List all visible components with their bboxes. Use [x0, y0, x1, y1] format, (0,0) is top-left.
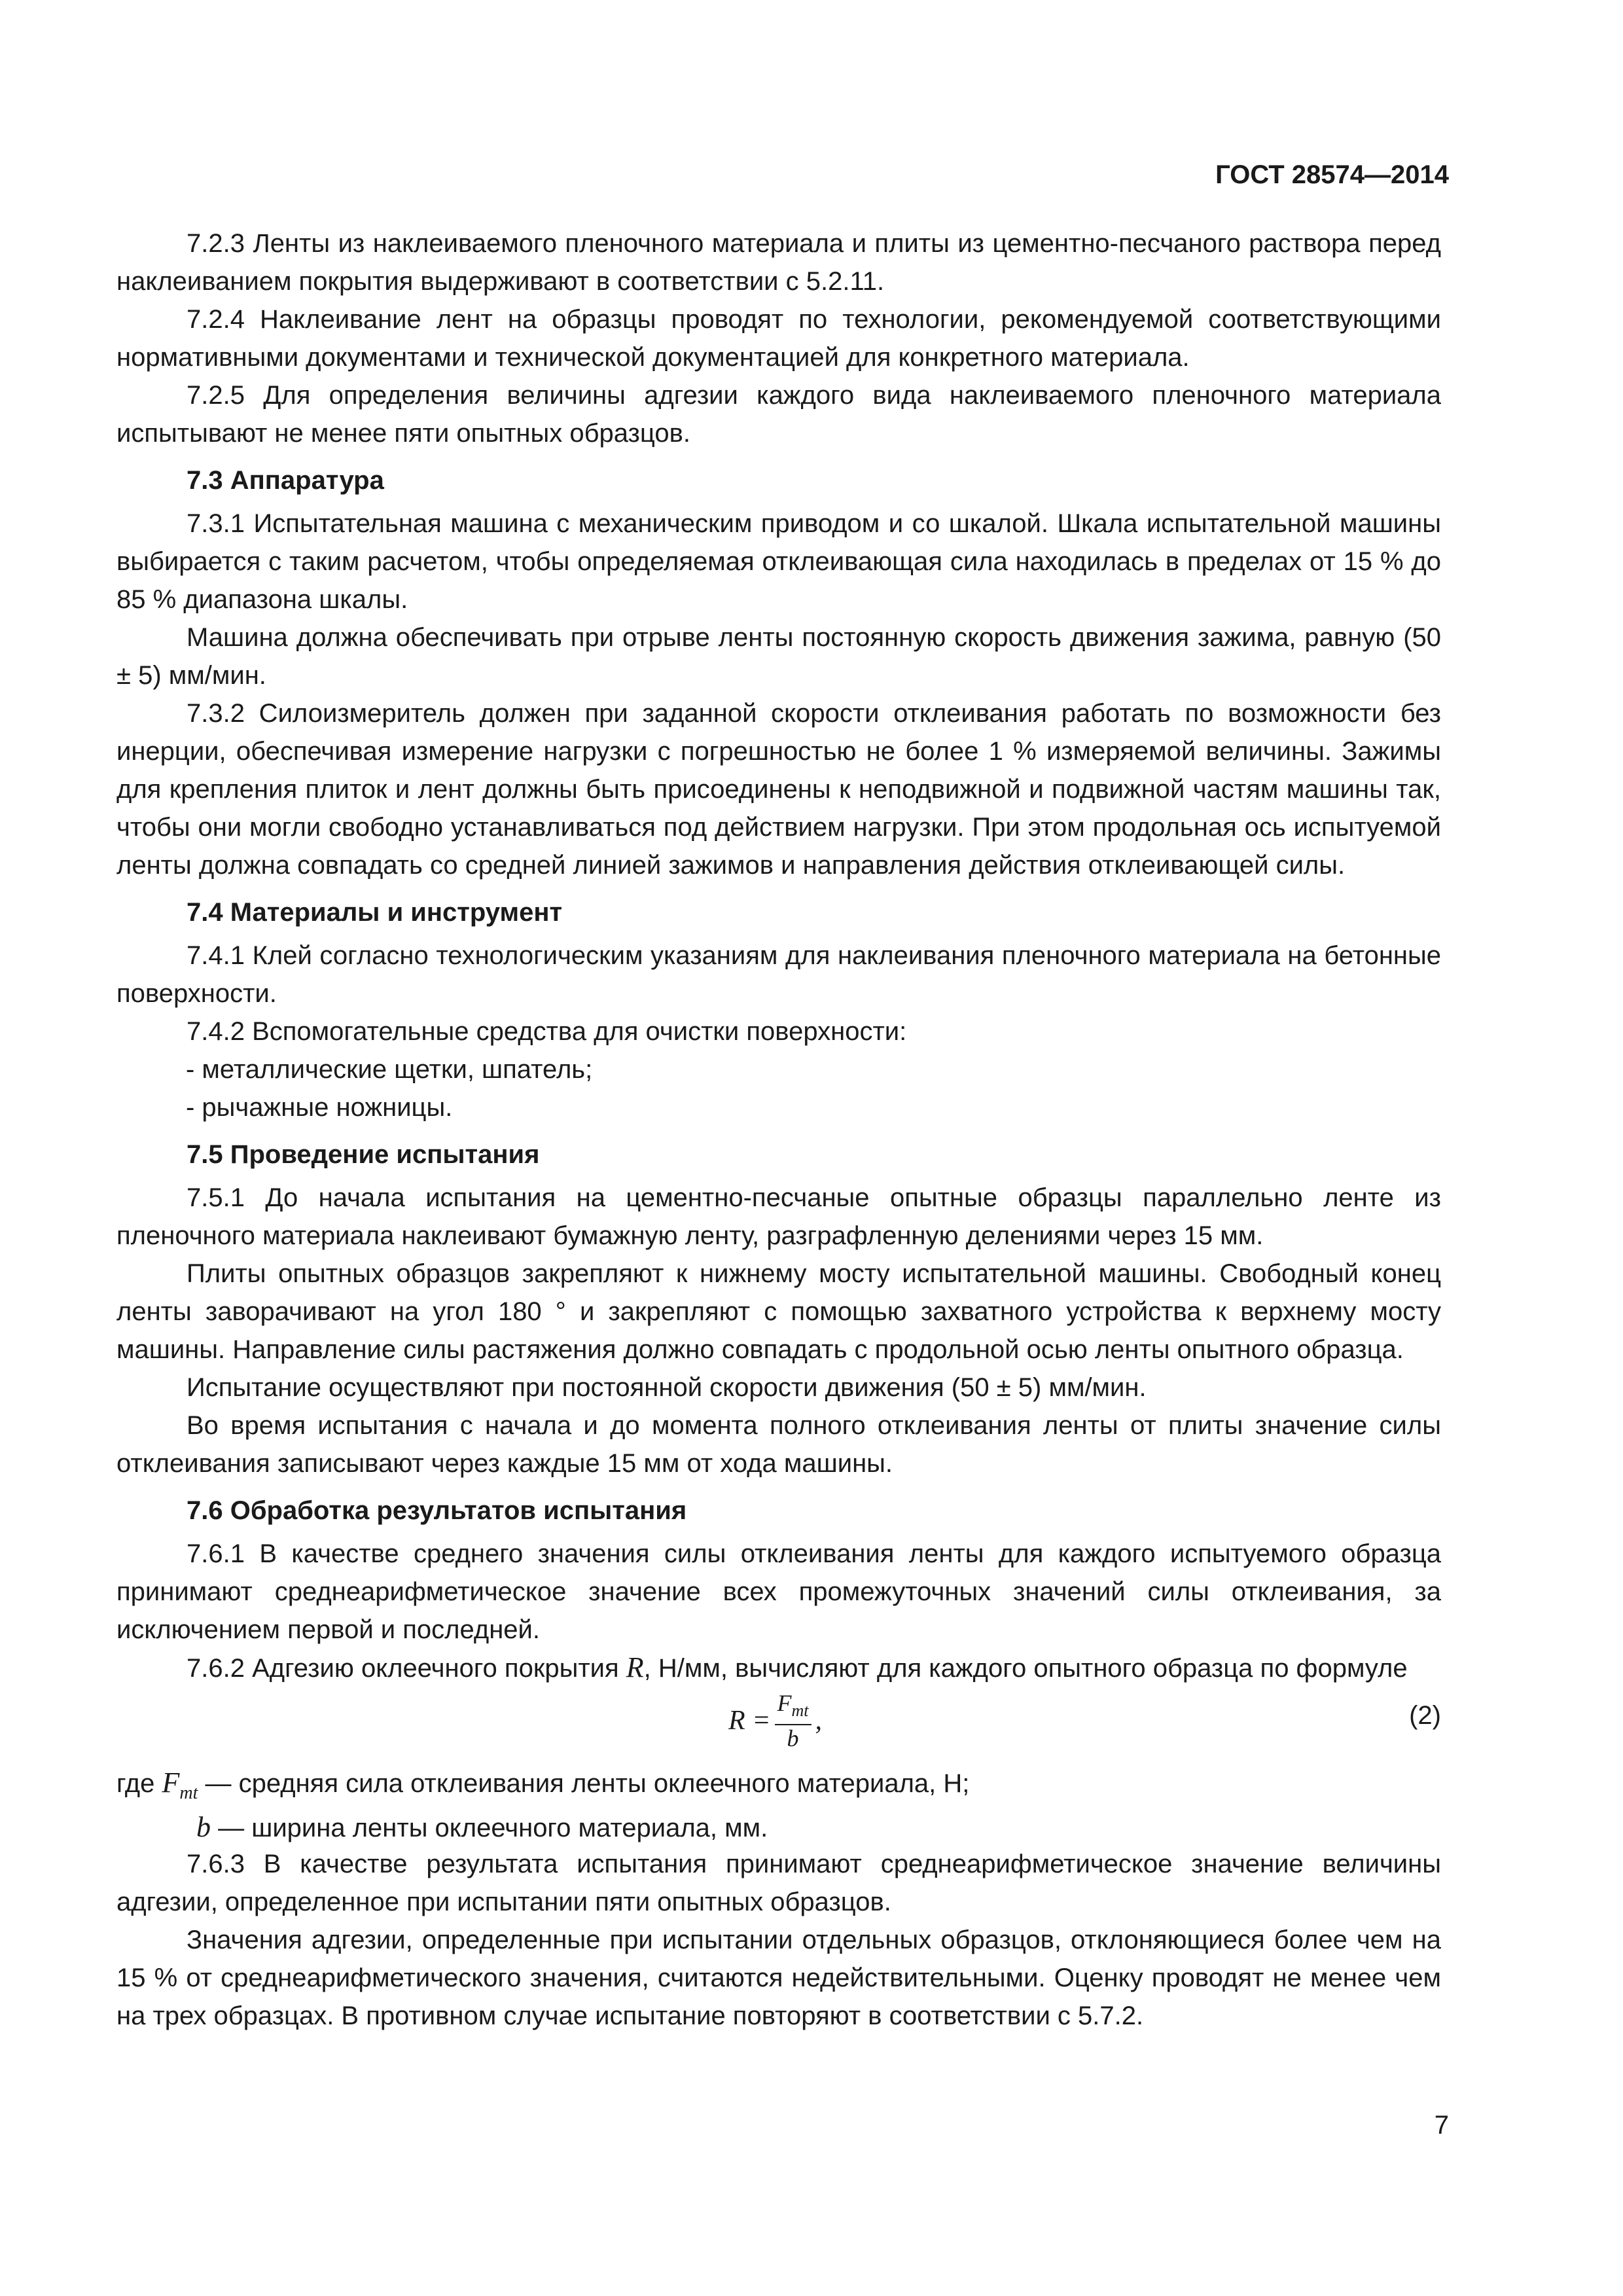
paragraph-7-3-1-b: Машина должна обеспечивать при отрыве ленты постоянную скорость движения зажима, равную (50 ± 5) мм/мин.: [116, 623, 1441, 690]
list-item: - рычажные ножницы.: [186, 1093, 453, 1122]
section-heading-7-6: 7.6 Обработка результатов испытания: [187, 1496, 687, 1525]
formula-lhs: R =: [728, 1706, 771, 1736]
formula: [728, 1690, 822, 1751]
paragraph-7-6-1: 7.6.1 В качестве среднего значения силы отклеивания ленты для каждого испытуемого образца принимают среднеарифметическое значение всех промежуточных значений силы отклеивания, за исключением первой и последней.: [116, 1539, 1441, 1644]
paragraph-7-3-2: 7.3.2 Силоизмеритель должен при заданной скорости отклеивания работать по возможности без инерции, обеспечивая измерение нагрузки с погрешностью не более 1 % измеряемой величины. Зажимы для крепления плиток и лент должны быть присоединены к неподвижной и подвижной частям машины так, чтобы они могли свободно устанавливаться под действием нагрузки. При этом продольная ось испытуемой ленты должна совпадать со средней линией зажимов и направления действия отклеивающей силы.: [116, 699, 1441, 880]
paragraph-7-5-1-c: Испытание осуществляют при постоянной скорости движения (50 ± 5) мм/мин.: [187, 1373, 1147, 1402]
formula-comma: ,: [815, 1706, 822, 1736]
numerator-base: F: [777, 1690, 792, 1716]
paragraph-7-6-2: [116, 1649, 1441, 1687]
paragraph-7-5-1-d: Во время испытания с начала и до момента полного отклеивания ленты от плиты значение силы отклеивания записывают через каждые 15 мм от хода машины.: [116, 1411, 1441, 1478]
legend-desc-1: — средняя сила отклеивания ленты оклеечного материала, Н;: [198, 1769, 970, 1798]
paragraph-7-5-1-b: Плиты опытных образцов закрепляют к нижнему мосту испытательной машины. Свободный конец ленты заворачивают на угол 180 ° и закрепляют с помощью захватного устройства к верхнему мосту машины. Направление силы растяжения должно совпадать с продольной осью ленты опытного образца.: [116, 1259, 1441, 1364]
formula-legend-line-1: [116, 1766, 1441, 1810]
document-id-header: ГОСТ 28574—2014: [1215, 160, 1449, 189]
paragraph-7-6-3-b: Значения адгезии, определенные при испытании отдельных образцов, отклоняющиеся более чем на 15 % от среднеарифметического значения, считаются недействительными. Оценку проводят не менее чем на трех образцах. В противном случае испытание повторяют в соответствии с 5.7.2.: [116, 1925, 1441, 2030]
section-heading-7-3: 7.3 Аппаратура: [187, 466, 384, 495]
page-number: 7: [1434, 2111, 1449, 2140]
formula-fraction: [775, 1690, 812, 1751]
section-heading-7-4: 7.4 Материалы и инструмент: [187, 898, 563, 927]
legend-var-fmt: [162, 1767, 198, 1803]
legend-desc-2: — ширина ленты оклеечного материала, мм.: [211, 1813, 768, 1842]
legend-var-fmt-base: F: [162, 1767, 180, 1799]
legend-prefix: где: [116, 1769, 162, 1798]
paragraph-7-2-5: 7.2.5 Для определения величины адгезии каждого вида наклеиваемого пленочного материала испытывают не менее пяти опытных образцов.: [116, 381, 1441, 448]
section-heading-7-5: 7.5 Проведение испытания: [187, 1140, 540, 1169]
paragraph-7-2-3: 7.2.3 Ленты из наклеиваемого пленочного материала и плиты из цементно-песчаного раствора перед наклеиванием покрытия выдерживают в соответствии с 5.2.11.: [116, 229, 1441, 296]
formula-denominator: b: [787, 1725, 799, 1752]
paragraph-7-4-2: 7.4.2 Вспомогательные средства для очистки поверхности:: [187, 1017, 907, 1046]
paragraph-7-3-1: 7.3.1 Испытательная машина с механическим приводом и со шкалой. Шкала испытательной машины выбирается с таким расчетом, чтобы определяемая отклеивающая сила находилась в пределах от 15 % до 85 % диапазона шкалы.: [116, 509, 1441, 614]
variable-r: R: [626, 1651, 644, 1683]
paragraph-7-6-2-pre: 7.6.2 Адгезию оклеечного покрытия: [187, 1654, 626, 1683]
legend-var-b: b: [196, 1810, 211, 1843]
paragraph-7-2-4: 7.2.4 Наклеивание лент на образцы проводят по технологии, рекомендуемой соответствующими нормативными документами и технической документацией для конкретного материала.: [116, 305, 1441, 372]
paragraph-7-4-1: 7.4.1 Клей согласно технологическим указаниям для наклеивания пленочного материала на бетонные поверхности.: [116, 941, 1441, 1008]
formula-numerator: [775, 1690, 812, 1725]
formula-number: (2): [1409, 1701, 1441, 1730]
page-content: [116, 224, 1441, 2035]
formula-legend-line-2: [196, 1810, 1441, 1845]
paragraph-7-6-2-post: , Н/мм, вычисляют для каждого опытного образца по формуле: [643, 1654, 1408, 1683]
paragraph-7-6-3: 7.6.3 В качестве результата испытания принимают среднеарифметическое значение величины адгезии, определенное при испытании пяти опытных образцов.: [116, 1849, 1441, 1916]
numerator-subscript: mt: [791, 1701, 809, 1721]
legend-var-fmt-subscript: mt: [179, 1782, 198, 1803]
list-item: - металлические щетки, шпатель;: [186, 1055, 593, 1084]
paragraph-7-5-1: 7.5.1 До начала испытания на цементно-песчаные опытные образцы параллельно ленте из пленочного материала наклеивают бумажную ленту, разграфленную делениями через 15 мм.: [116, 1183, 1441, 1250]
formula-row: [116, 1687, 1441, 1766]
